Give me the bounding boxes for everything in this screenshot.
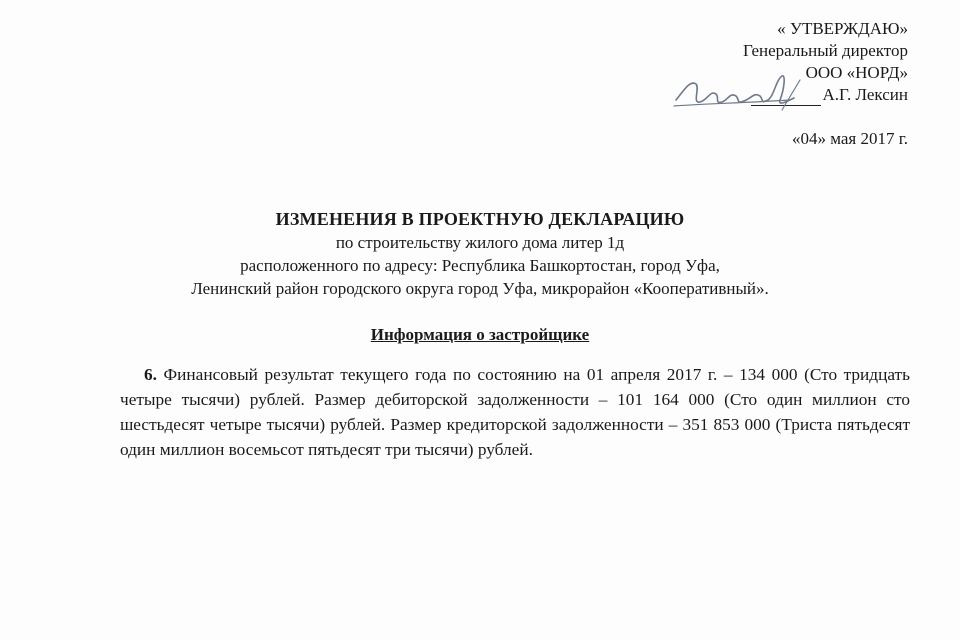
approval-block [743,18,908,150]
signature-row [743,84,908,110]
heading-line-3: Ленинский район городского округа город Уфа, микрорайон «Кооперативный». [191,279,769,298]
section-title: Информация о застройщике [370,325,590,344]
position-label: Генеральный директор [742,41,908,60]
heading-line-2: расположенного по адресу: Республика Башкортостан, город Уфа, [240,256,720,275]
paragraph-number: 6. [144,365,157,384]
heading-line-1: по строительству жилого дома литер 1д [335,233,625,252]
approve-label: « УТВЕРЖДАЮ» [777,19,908,38]
document-heading [0,208,960,300]
document-title: ИЗМЕНЕНИЯ В ПРОЕКТНУЮ ДЕКЛАРАЦИЮ [275,209,685,229]
signature-icon [670,70,820,116]
body-paragraph [120,362,910,462]
approval-date: «04» мая 2017 г. [791,129,908,148]
signer-name: А.Г. Лексин [822,85,908,104]
paragraph-text: Финансовый результат текущего года по состоянию на 01 апреля 2017 г. – 134 000 (Сто тридцать четыре тысячи) рублей. Размер дебиторской задолженности – 101 164 000 (Сто один миллион сто шестьдесят четыре тысячи) рублей. Размер кредиторской задолженности – 351 853 000 (Триста пятьдесят один миллион восемьсот пятьдесят три тысячи) рублей. [120,365,910,459]
company-name: ООО «НОРД» [805,63,908,82]
